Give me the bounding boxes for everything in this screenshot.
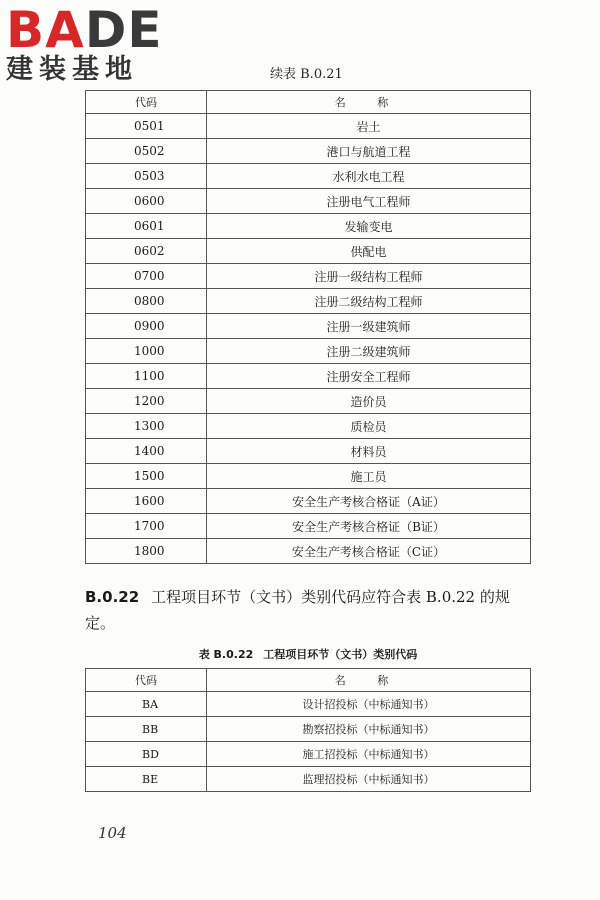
cell-name: 监理招投标（中标通知书） xyxy=(207,767,531,792)
cell-name: 供配电 xyxy=(207,239,531,264)
cell-code: BE xyxy=(86,767,207,792)
table2-body xyxy=(86,692,531,792)
cell-code: 1300 xyxy=(86,414,207,439)
logo-wordmark-accent: BA xyxy=(6,1,85,59)
table-header-row xyxy=(86,669,531,692)
cell-name: 材料员 xyxy=(207,439,531,464)
table-row xyxy=(86,239,531,264)
clause-text: 工程项目环节（文书）类别代码应符合表 B.0.22 的规定。 xyxy=(85,588,510,632)
header-code: 代码 xyxy=(86,91,207,114)
cell-code: BA xyxy=(86,692,207,717)
cell-code: 1500 xyxy=(86,464,207,489)
cell-name: 安全生产考核合格证（B证） xyxy=(207,514,531,539)
cell-name: 水利水电工程 xyxy=(207,164,531,189)
header-code: 代码 xyxy=(86,669,207,692)
clause-b0-22 xyxy=(85,584,535,636)
cell-code: 1700 xyxy=(86,514,207,539)
table-row xyxy=(86,289,531,314)
cell-code: 1400 xyxy=(86,439,207,464)
logo-wordmark-rest: DE xyxy=(84,1,163,59)
logo-subtitle: 建装基地 xyxy=(6,54,138,85)
clause-number: B.0.22 xyxy=(85,588,140,606)
cell-code: 0800 xyxy=(86,289,207,314)
cell-name: 设计招投标（中标通知书） xyxy=(207,692,531,717)
table-row xyxy=(86,742,531,767)
header-name: 名 称 xyxy=(207,91,531,114)
table-row xyxy=(86,339,531,364)
cell-name: 施工招投标（中标通知书） xyxy=(207,742,531,767)
table-row xyxy=(86,692,531,717)
cell-name: 安全生产考核合格证（A证） xyxy=(207,489,531,514)
cell-name: 发输变电 xyxy=(207,214,531,239)
cell-code: BD xyxy=(86,742,207,767)
table-b0-22 xyxy=(85,668,531,792)
cell-code: 0503 xyxy=(86,164,207,189)
cell-code: 1200 xyxy=(86,389,207,414)
cell-name: 注册电气工程师 xyxy=(207,189,531,214)
cell-name: 注册安全工程师 xyxy=(207,364,531,389)
cell-name: 勘察招投标（中标通知书） xyxy=(207,717,531,742)
table-row xyxy=(86,214,531,239)
cell-code: 1800 xyxy=(86,539,207,564)
table1-caption: 续表 B.0.21 xyxy=(270,67,343,82)
table2-caption xyxy=(85,646,531,662)
cell-code: BB xyxy=(86,717,207,742)
cell-name: 注册二级建筑师 xyxy=(207,339,531,364)
cell-name: 注册二级结构工程师 xyxy=(207,289,531,314)
cell-name: 注册一级建筑师 xyxy=(207,314,531,339)
table-row xyxy=(86,439,531,464)
page-number: 104 xyxy=(98,824,127,842)
cell-name: 施工员 xyxy=(207,464,531,489)
table-row xyxy=(86,717,531,742)
cell-code: 0700 xyxy=(86,264,207,289)
brand-logo xyxy=(6,1,176,86)
cell-code: 0502 xyxy=(86,139,207,164)
cell-name: 注册一级结构工程师 xyxy=(207,264,531,289)
cell-code: 0600 xyxy=(86,189,207,214)
table1-body xyxy=(86,114,531,564)
table-row xyxy=(86,114,531,139)
table-row xyxy=(86,464,531,489)
table-row xyxy=(86,489,531,514)
cell-code: 1600 xyxy=(86,489,207,514)
cell-name: 质检员 xyxy=(207,414,531,439)
logo-wordmark xyxy=(6,1,176,59)
table-header-row xyxy=(86,91,531,114)
header-name: 名 称 xyxy=(207,669,531,692)
cell-code: 0602 xyxy=(86,239,207,264)
table-row xyxy=(86,164,531,189)
table-row xyxy=(86,189,531,214)
table-row xyxy=(86,514,531,539)
table-row xyxy=(86,314,531,339)
cell-name: 港口与航道工程 xyxy=(207,139,531,164)
table-row xyxy=(86,139,531,164)
cell-code: 1100 xyxy=(86,364,207,389)
table-b0-21-continued xyxy=(85,90,531,564)
cell-code: 0601 xyxy=(86,214,207,239)
table-row xyxy=(86,767,531,792)
cell-code: 0900 xyxy=(86,314,207,339)
cell-code: 1000 xyxy=(86,339,207,364)
table-row xyxy=(86,539,531,564)
cell-code: 0501 xyxy=(86,114,207,139)
cell-name: 岩土 xyxy=(207,114,531,139)
table-row xyxy=(86,364,531,389)
table-row xyxy=(86,414,531,439)
table-row xyxy=(86,389,531,414)
cell-name: 造价员 xyxy=(207,389,531,414)
table2-caption-title: 工程项目环节（文书）类别代码 xyxy=(263,648,418,661)
table2-caption-number: 表 B.0.22 xyxy=(198,648,254,661)
table-row xyxy=(86,264,531,289)
cell-name: 安全生产考核合格证（C证） xyxy=(207,539,531,564)
